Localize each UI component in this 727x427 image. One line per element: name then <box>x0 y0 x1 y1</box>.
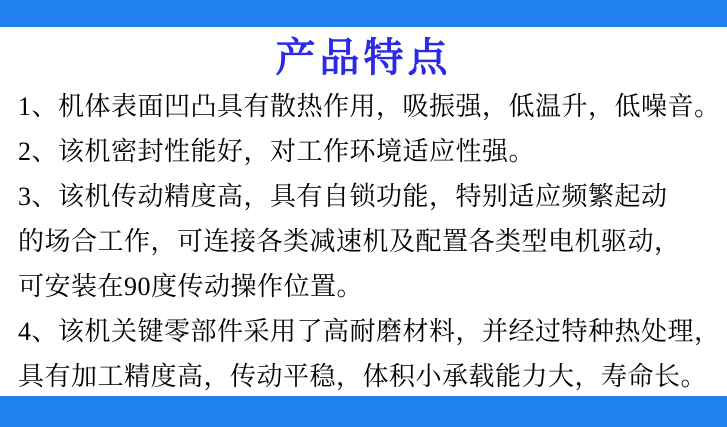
feature-line-5: 可安装在90度传动操作位置。 <box>18 272 364 301</box>
feature-line-4: 的场合工作，可连接各类减速机及配置各类型电机驱动， <box>18 227 681 256</box>
feature-list <box>18 84 719 399</box>
feature-line-1: 1、机体表面凹凸具有散热作用，吸振强，低温升，低噪音。 <box>18 92 721 121</box>
page-title: 产品特点 <box>275 35 452 81</box>
top-accent-bar <box>0 0 727 27</box>
bottom-accent-bar <box>0 396 727 427</box>
feature-line-2: 2、该机密封性能好，对工作环境适应性强。 <box>18 137 536 166</box>
feature-line-7: 具有加工精度高，传动平稳，体积小承载能力大，寿命长。 <box>18 362 708 391</box>
feature-line-6: 4、该机关键零部件采用了高耐磨材料，并经过特种热处理， <box>18 317 721 346</box>
feature-line-3: 3、该机传动精度高，具有自锁功能，特别适应频繁起动 <box>18 182 668 211</box>
